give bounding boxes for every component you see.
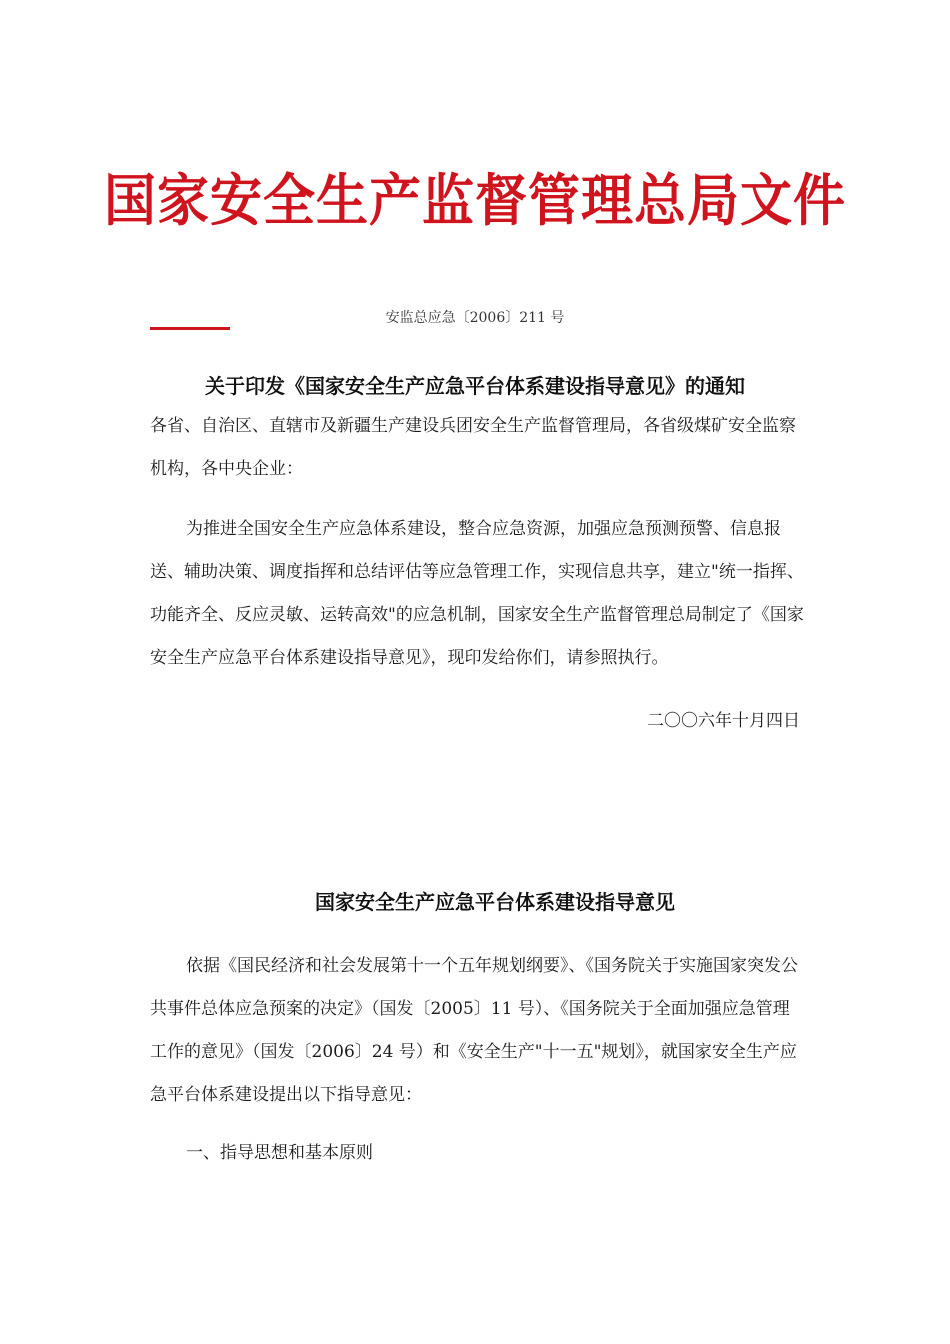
agency-header-title: 国家安全生产监督管理总局文件	[103, 169, 846, 234]
notice-body-paragraph: 为推进全国安全生产应急体系建设，整合应急资源，加强应急预测预警、信息报送、辅助决策、调度指挥和总结评估等应急管理工作，实现信息共享，建立"统一指挥、功能齐全、反应灵敏、运转高效"的应急机制，国家安全生产监督管理总局制定了《国家安全生产应急平台体系建设指导意见》，现印发给你们，请参照执行。	[150, 519, 804, 668]
document-number: 安监总应急〔2006〕211 号	[385, 310, 565, 326]
guidance-basis-paragraph: 依据《国民经济和社会发展第十一个五年规划纲要》、《国务院关于实施国家突发公共事件总体应急预案的决定》（国发〔2005〕11 号）、《国务院关于全面加强应急管理工作的意见》（国发〔2006〕24 号）和《安全生产"十一五"规划》，就国家安全生产应急平台体系建设提出以下指导意见：	[150, 956, 798, 1105]
red-divider	[150, 327, 230, 330]
section-one-heading: 一、指导思想和基本原则	[186, 1143, 373, 1163]
guidance-title: 国家安全生产应急平台体系建设指导意见	[315, 890, 675, 914]
issue-date: 二〇〇六年十月四日	[647, 711, 800, 731]
notice-title: 关于印发《国家安全生产应急平台体系建设指导意见》的通知	[205, 374, 745, 398]
recipients-paragraph: 各省、自治区、直辖市及新疆生产建设兵团安全生产监督管理局，各省级煤矿安全监察机构，各中央企业：	[150, 416, 796, 479]
